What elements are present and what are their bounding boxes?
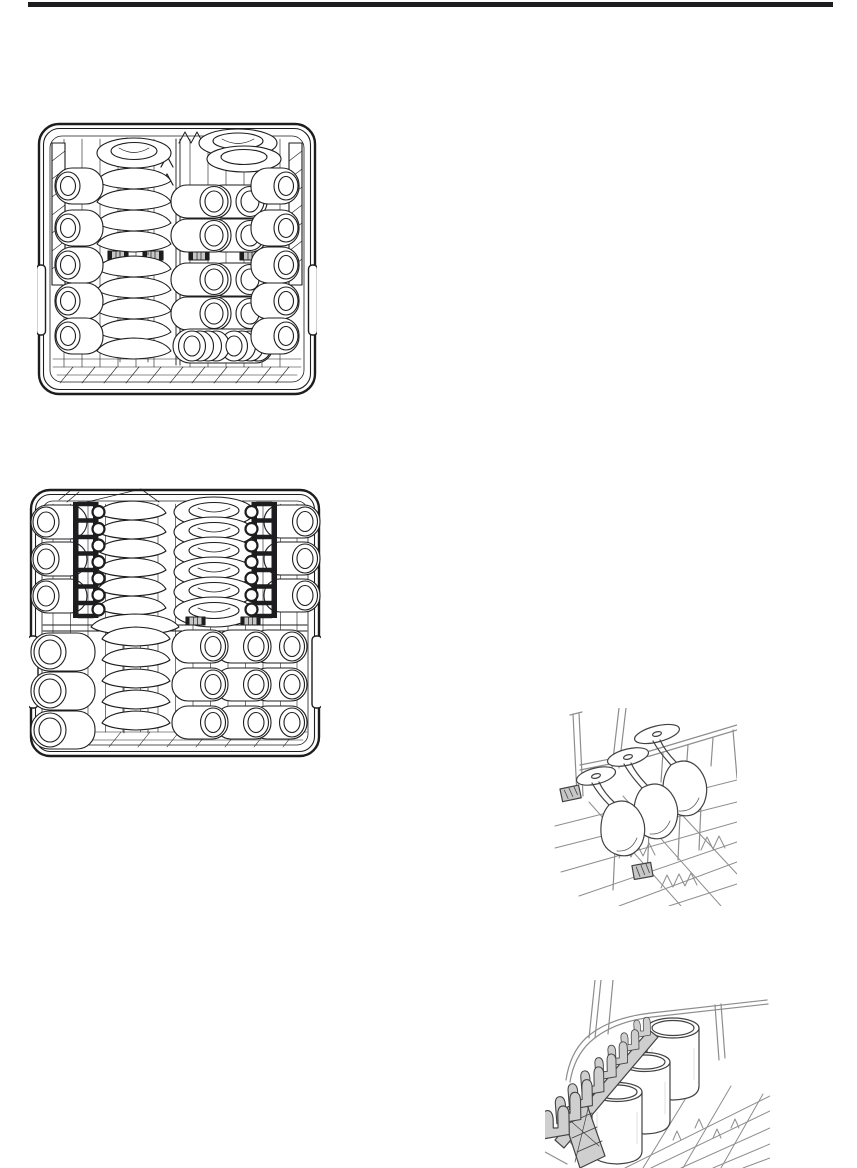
- mug: [251, 168, 299, 204]
- mug: [251, 283, 299, 319]
- figure-stemware-placement: [553, 708, 737, 906]
- bowl: [97, 168, 171, 192]
- figure-upper-rack-loading: [37, 117, 317, 400]
- bowl: [102, 690, 170, 712]
- bowl-row-bottom: [102, 627, 170, 733]
- glass: [171, 263, 231, 296]
- large-cup: [31, 672, 95, 710]
- rack-handle-left: [37, 265, 46, 335]
- bowl: [97, 277, 171, 301]
- figure-lower-rack-loading: [29, 484, 321, 762]
- bowl: [97, 189, 171, 213]
- cup: [172, 706, 228, 739]
- mug: [251, 318, 299, 354]
- glass: [171, 185, 231, 218]
- bowl: [102, 648, 170, 670]
- cup: [172, 668, 228, 701]
- page-top-rule: [28, 2, 833, 7]
- rack-clip: [241, 617, 260, 625]
- glass: [171, 297, 231, 330]
- mug: [251, 210, 299, 246]
- cup-column-bottom-left: [31, 633, 95, 749]
- bowl: [102, 711, 170, 733]
- bowl-row-top: [91, 501, 179, 635]
- cup-grid-bottom-right: [172, 630, 307, 739]
- saucer-pair: [199, 129, 281, 172]
- rack-clip: [632, 862, 653, 879]
- fold-down-tine-strip-left: [73, 502, 105, 618]
- large-cup: [31, 711, 95, 749]
- plate-row: [174, 497, 254, 627]
- mug-column-left: [55, 168, 103, 354]
- glass: [171, 219, 231, 252]
- rack-handle-right: [312, 636, 321, 708]
- figure-tumbler-placement: [545, 980, 770, 1168]
- mug: [55, 168, 103, 204]
- rack-clip: [186, 617, 205, 625]
- mug-column-right: [251, 168, 299, 354]
- fold-down-tine-strip-right: [246, 502, 278, 618]
- mug: [55, 318, 103, 354]
- wine-glass-front: [575, 763, 645, 855]
- large-cup: [31, 633, 95, 671]
- rack-handle-right: [309, 265, 318, 335]
- plate-bowl-stack: [97, 138, 171, 362]
- bowl: [97, 298, 171, 322]
- cup: [172, 630, 228, 663]
- rack-clip: [560, 785, 581, 802]
- mug: [55, 247, 103, 283]
- mug: [55, 210, 103, 246]
- bowl: [97, 210, 171, 234]
- bowl: [102, 669, 170, 691]
- bowl: [97, 338, 171, 362]
- mug: [251, 247, 299, 283]
- cup: [31, 579, 87, 613]
- mug: [55, 283, 103, 319]
